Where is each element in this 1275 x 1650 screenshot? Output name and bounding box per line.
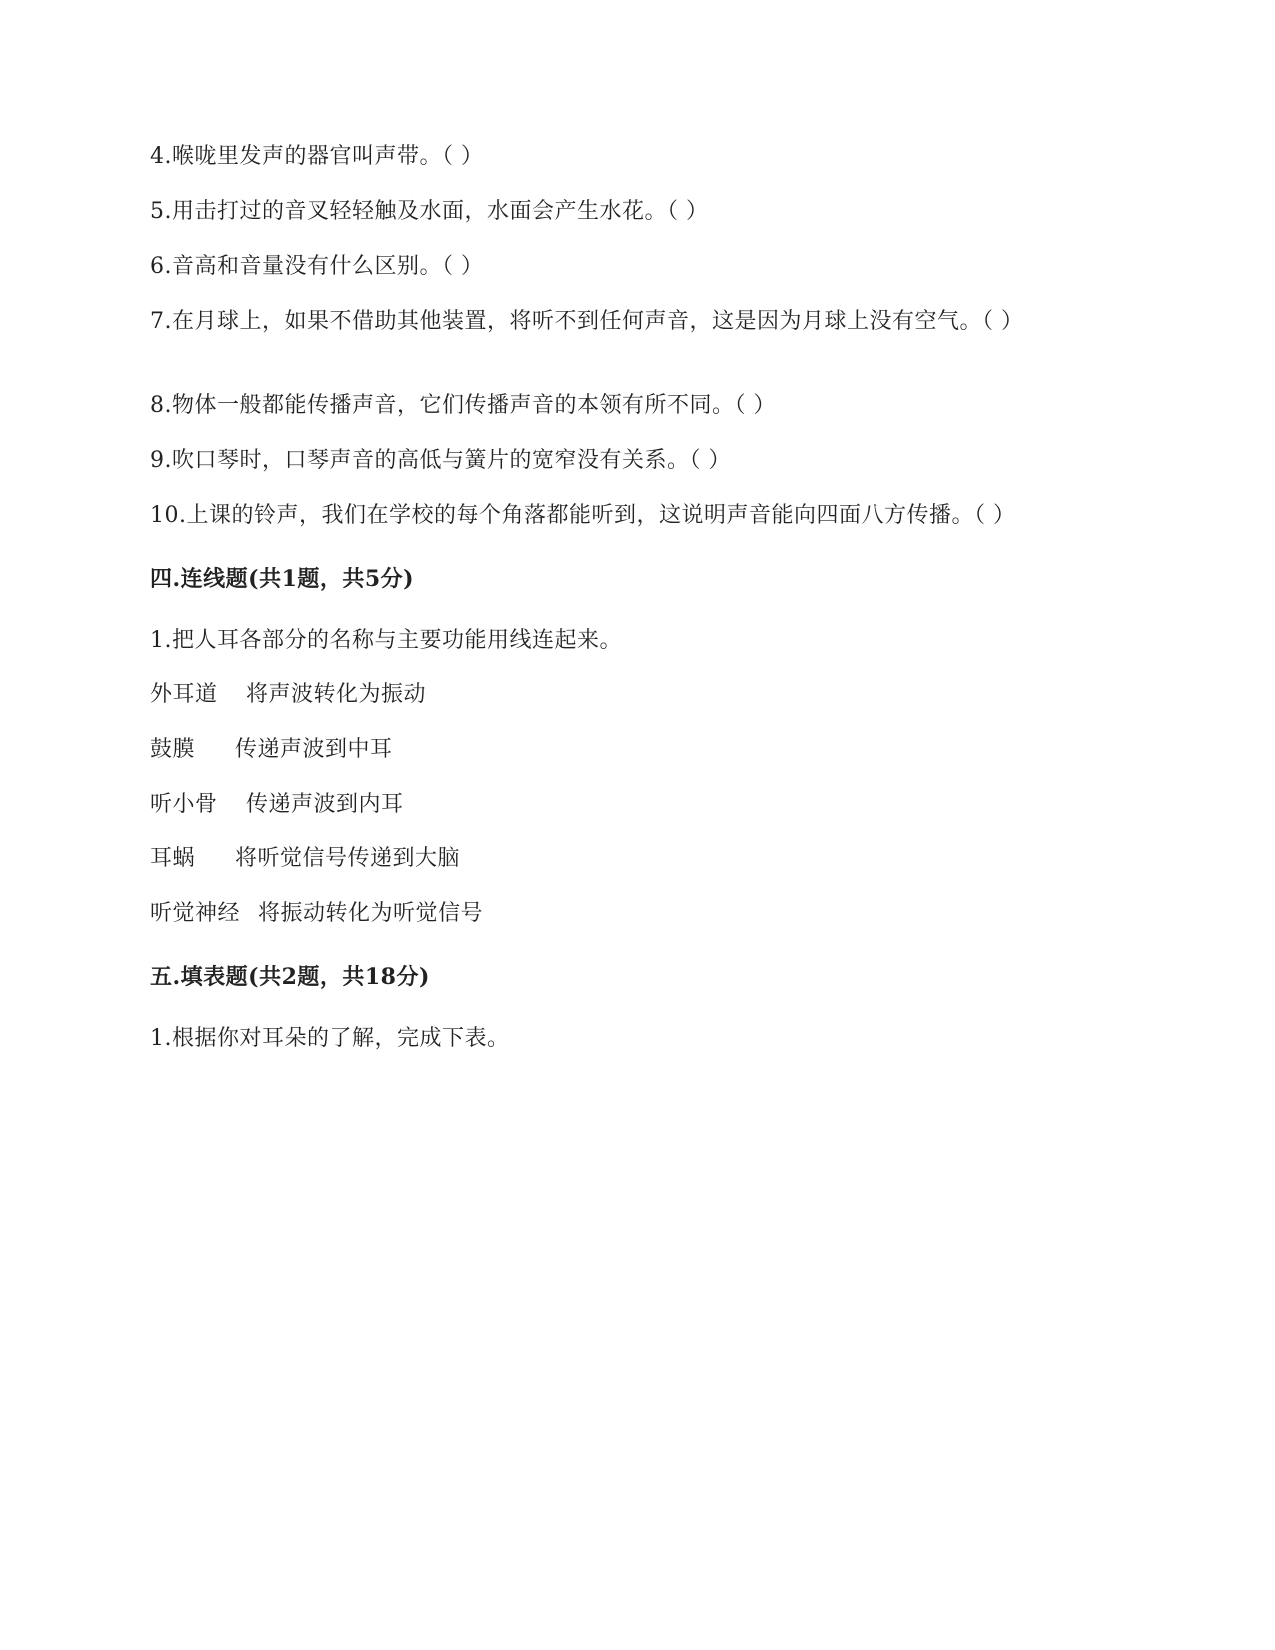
ear-part-label: 耳蜗 <box>150 846 196 871</box>
ear-function-label: 将声波转化为振动 <box>246 682 427 707</box>
judge-item-7: 7.在月球上，如果不借助其他装置，将听不到任何声音，这是因为月球上没有空气。（ ） <box>150 309 1024 334</box>
judge-item-8: 8.物体一般都能传播声音，它们传播声音的本领有所不同。（ ） <box>150 393 776 418</box>
ear-function-label: 将振动转化为听觉信号 <box>258 901 484 926</box>
section-heading-matching: 四.连线题(共1题，共5分) <box>150 566 415 592</box>
section-heading-table: 五.填表题(共2题，共18分) <box>150 964 430 990</box>
matching-question: 1.把人耳各部分的名称与主要功能用线连起来。 <box>150 628 622 653</box>
ear-function-label: 将听觉信号传递到大脑 <box>235 846 461 871</box>
judge-item-10: 10.上课的铃声，我们在学校的每个角落都能听到，这说明声音能向四面八方传播。（ ） <box>150 503 1016 528</box>
table-question: 1.根据你对耳朵的了解，完成下表。 <box>150 1026 510 1051</box>
ear-function-label: 传递声波到内耳 <box>246 792 404 817</box>
ear-part-label: 鼓膜 <box>150 737 196 762</box>
ear-part-label: 听小骨 <box>150 792 218 817</box>
ear-part-label: 外耳道 <box>150 682 218 707</box>
matching-row <box>150 898 483 930</box>
judge-item-4: 4.喉咙里发声的器官叫声带。（ ） <box>150 144 484 169</box>
matching-row <box>150 734 393 766</box>
judge-item-5: 5.用击打过的音叉轻轻触及水面，水面会产生水花。（ ） <box>150 199 709 224</box>
matching-row <box>150 789 404 821</box>
document-page <box>150 0 1125 1650</box>
ear-part-label: 听觉神经 <box>150 901 241 926</box>
matching-row <box>150 679 426 711</box>
matching-row <box>150 843 460 875</box>
judge-item-6: 6.音高和音量没有什么区别。（ ） <box>150 254 484 279</box>
ear-function-label: 传递声波到中耳 <box>235 737 393 762</box>
judge-item-9: 9.吹口琴时，口琴声音的高低与簧片的宽窄没有关系。（ ） <box>150 448 731 473</box>
